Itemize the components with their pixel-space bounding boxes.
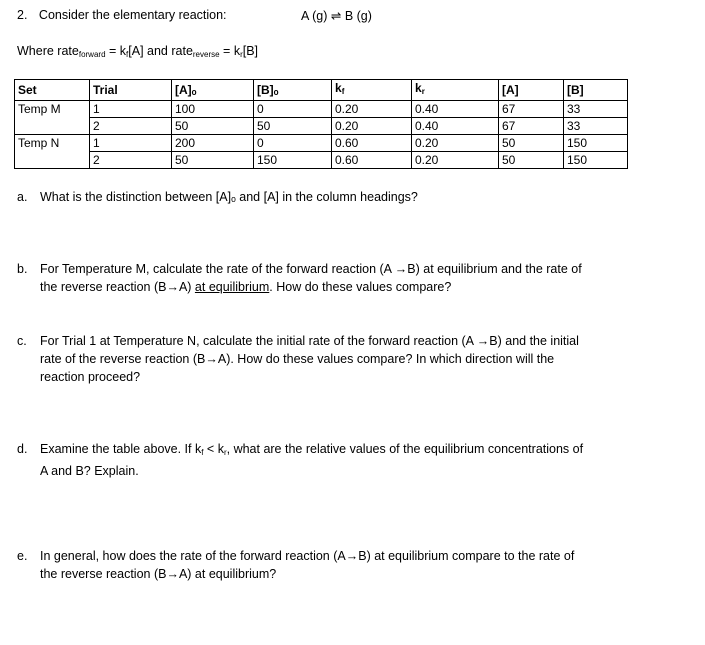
cell-kr: 0.40 — [412, 118, 499, 135]
cell-trial: 1 — [90, 101, 172, 118]
cell-trial: 2 — [90, 152, 172, 169]
table-row — [15, 152, 628, 169]
cell-kr: 0.20 — [412, 135, 499, 152]
cell-kr: 0.20 — [412, 152, 499, 169]
data-table — [14, 79, 628, 169]
forward-subscript: forward — [78, 50, 106, 59]
reverse-subscript: reverse — [192, 50, 220, 59]
cell-a: 50 — [499, 152, 564, 169]
question-a-text: What is the distinction between [A]ₒ and [A] in the column headings? — [40, 190, 418, 204]
underlined-at-equilibrium: at equilibrium — [194, 280, 270, 294]
question-c-label: c. — [17, 334, 27, 348]
cell-trial: 1 — [90, 135, 172, 152]
cell-kf: 0.20 — [332, 118, 412, 135]
reaction-equation: A (g) ⇌ B (g) — [301, 9, 372, 23]
cell-trial: 2 — [90, 118, 172, 135]
question-a-label: a. — [17, 190, 28, 204]
table-header-row — [15, 80, 628, 101]
cell-b0: 150 — [254, 152, 332, 169]
question-c — [17, 332, 657, 386]
rate-definition — [17, 44, 258, 59]
cell-b: 150 — [564, 152, 628, 169]
question-c-line1: For Trial 1 at Temperature N, calculate the initial rate of the forward reaction (A →B) and the initial — [40, 334, 579, 348]
cell-a0: 100 — [172, 101, 254, 118]
cell-set: Temp N — [15, 135, 90, 152]
cell-a: 67 — [499, 118, 564, 135]
header-trial: Trial — [90, 80, 172, 101]
cell-b0: 0 — [254, 135, 332, 152]
rate-def-b: [B] — [242, 44, 259, 58]
question-d-line1: Examine the table above. If $k_f < k_r$, what are the relative values of the equilibrium concentrations of — [40, 442, 584, 457]
header-b: [B] — [564, 80, 628, 101]
header-kf: $k_f$ — [332, 80, 412, 101]
kr-subscript: r — [240, 50, 243, 59]
question-e-line2: the reverse reaction (B→A) at equilibrium? — [40, 567, 277, 581]
cell-a: 67 — [499, 101, 564, 118]
table-row — [15, 135, 628, 152]
rate-def-where: Where rate — [17, 44, 79, 58]
cell-a0: 50 — [172, 118, 254, 135]
question-b-label: b. — [17, 262, 28, 276]
cell-a: 50 — [499, 135, 564, 152]
cell-set — [15, 152, 90, 169]
question-d-label: d. — [17, 442, 28, 456]
question-e — [17, 547, 657, 583]
question-number: 2. — [17, 8, 28, 22]
question-b — [17, 260, 657, 296]
question-prompt: Consider the elementary reaction: — [38, 8, 227, 22]
header-kr: $k_r$ — [412, 80, 499, 101]
cell-kf: 0.60 — [332, 135, 412, 152]
header-b0: [B]ₒ — [254, 80, 332, 101]
question-e-line1: In general, how does the rate of the forward reaction (A→B) at equilibrium compare to the rate of — [40, 549, 575, 563]
rate-def-a: [A] and rate — [128, 44, 193, 58]
question-b-line2: the reverse reaction (B→A) at equilibrium. How do these values compare? — [40, 280, 452, 294]
cell-b: 33 — [564, 101, 628, 118]
cell-kf: 0.60 — [332, 152, 412, 169]
kf-subscript: f — [126, 50, 129, 59]
cell-set: Temp M — [15, 101, 90, 118]
cell-a0: 200 — [172, 135, 254, 152]
rate-def-eq1: = k — [105, 44, 127, 58]
table-row — [15, 101, 628, 118]
cell-kf: 0.20 — [332, 101, 412, 118]
question-d — [17, 440, 657, 480]
question-c-line3: reaction proceed? — [40, 370, 141, 384]
cell-b: 150 — [564, 135, 628, 152]
cell-a0: 50 — [172, 152, 254, 169]
table-row — [15, 118, 628, 135]
question-d-line2: A and B? Explain. — [40, 464, 139, 478]
rate-def-eq2: = k — [219, 44, 241, 58]
question-e-label: e. — [17, 549, 28, 563]
header-set: Set — [15, 80, 90, 101]
cell-kr: 0.40 — [412, 101, 499, 118]
cell-b: 33 — [564, 118, 628, 135]
cell-b0: 0 — [254, 101, 332, 118]
question-a — [17, 188, 657, 206]
question-b-line1: For Temperature M, calculate the rate of the forward reaction (A →B) at equilibrium and the rate of — [40, 262, 582, 276]
cell-b0: 50 — [254, 118, 332, 135]
cell-set — [15, 118, 90, 135]
header-a: [A] — [499, 80, 564, 101]
header-a0: [A]ₒ — [172, 80, 254, 101]
question-header — [17, 8, 227, 22]
question-c-line2: rate of the reverse reaction (B→A). How do these values compare? In which direction will the — [40, 352, 555, 366]
